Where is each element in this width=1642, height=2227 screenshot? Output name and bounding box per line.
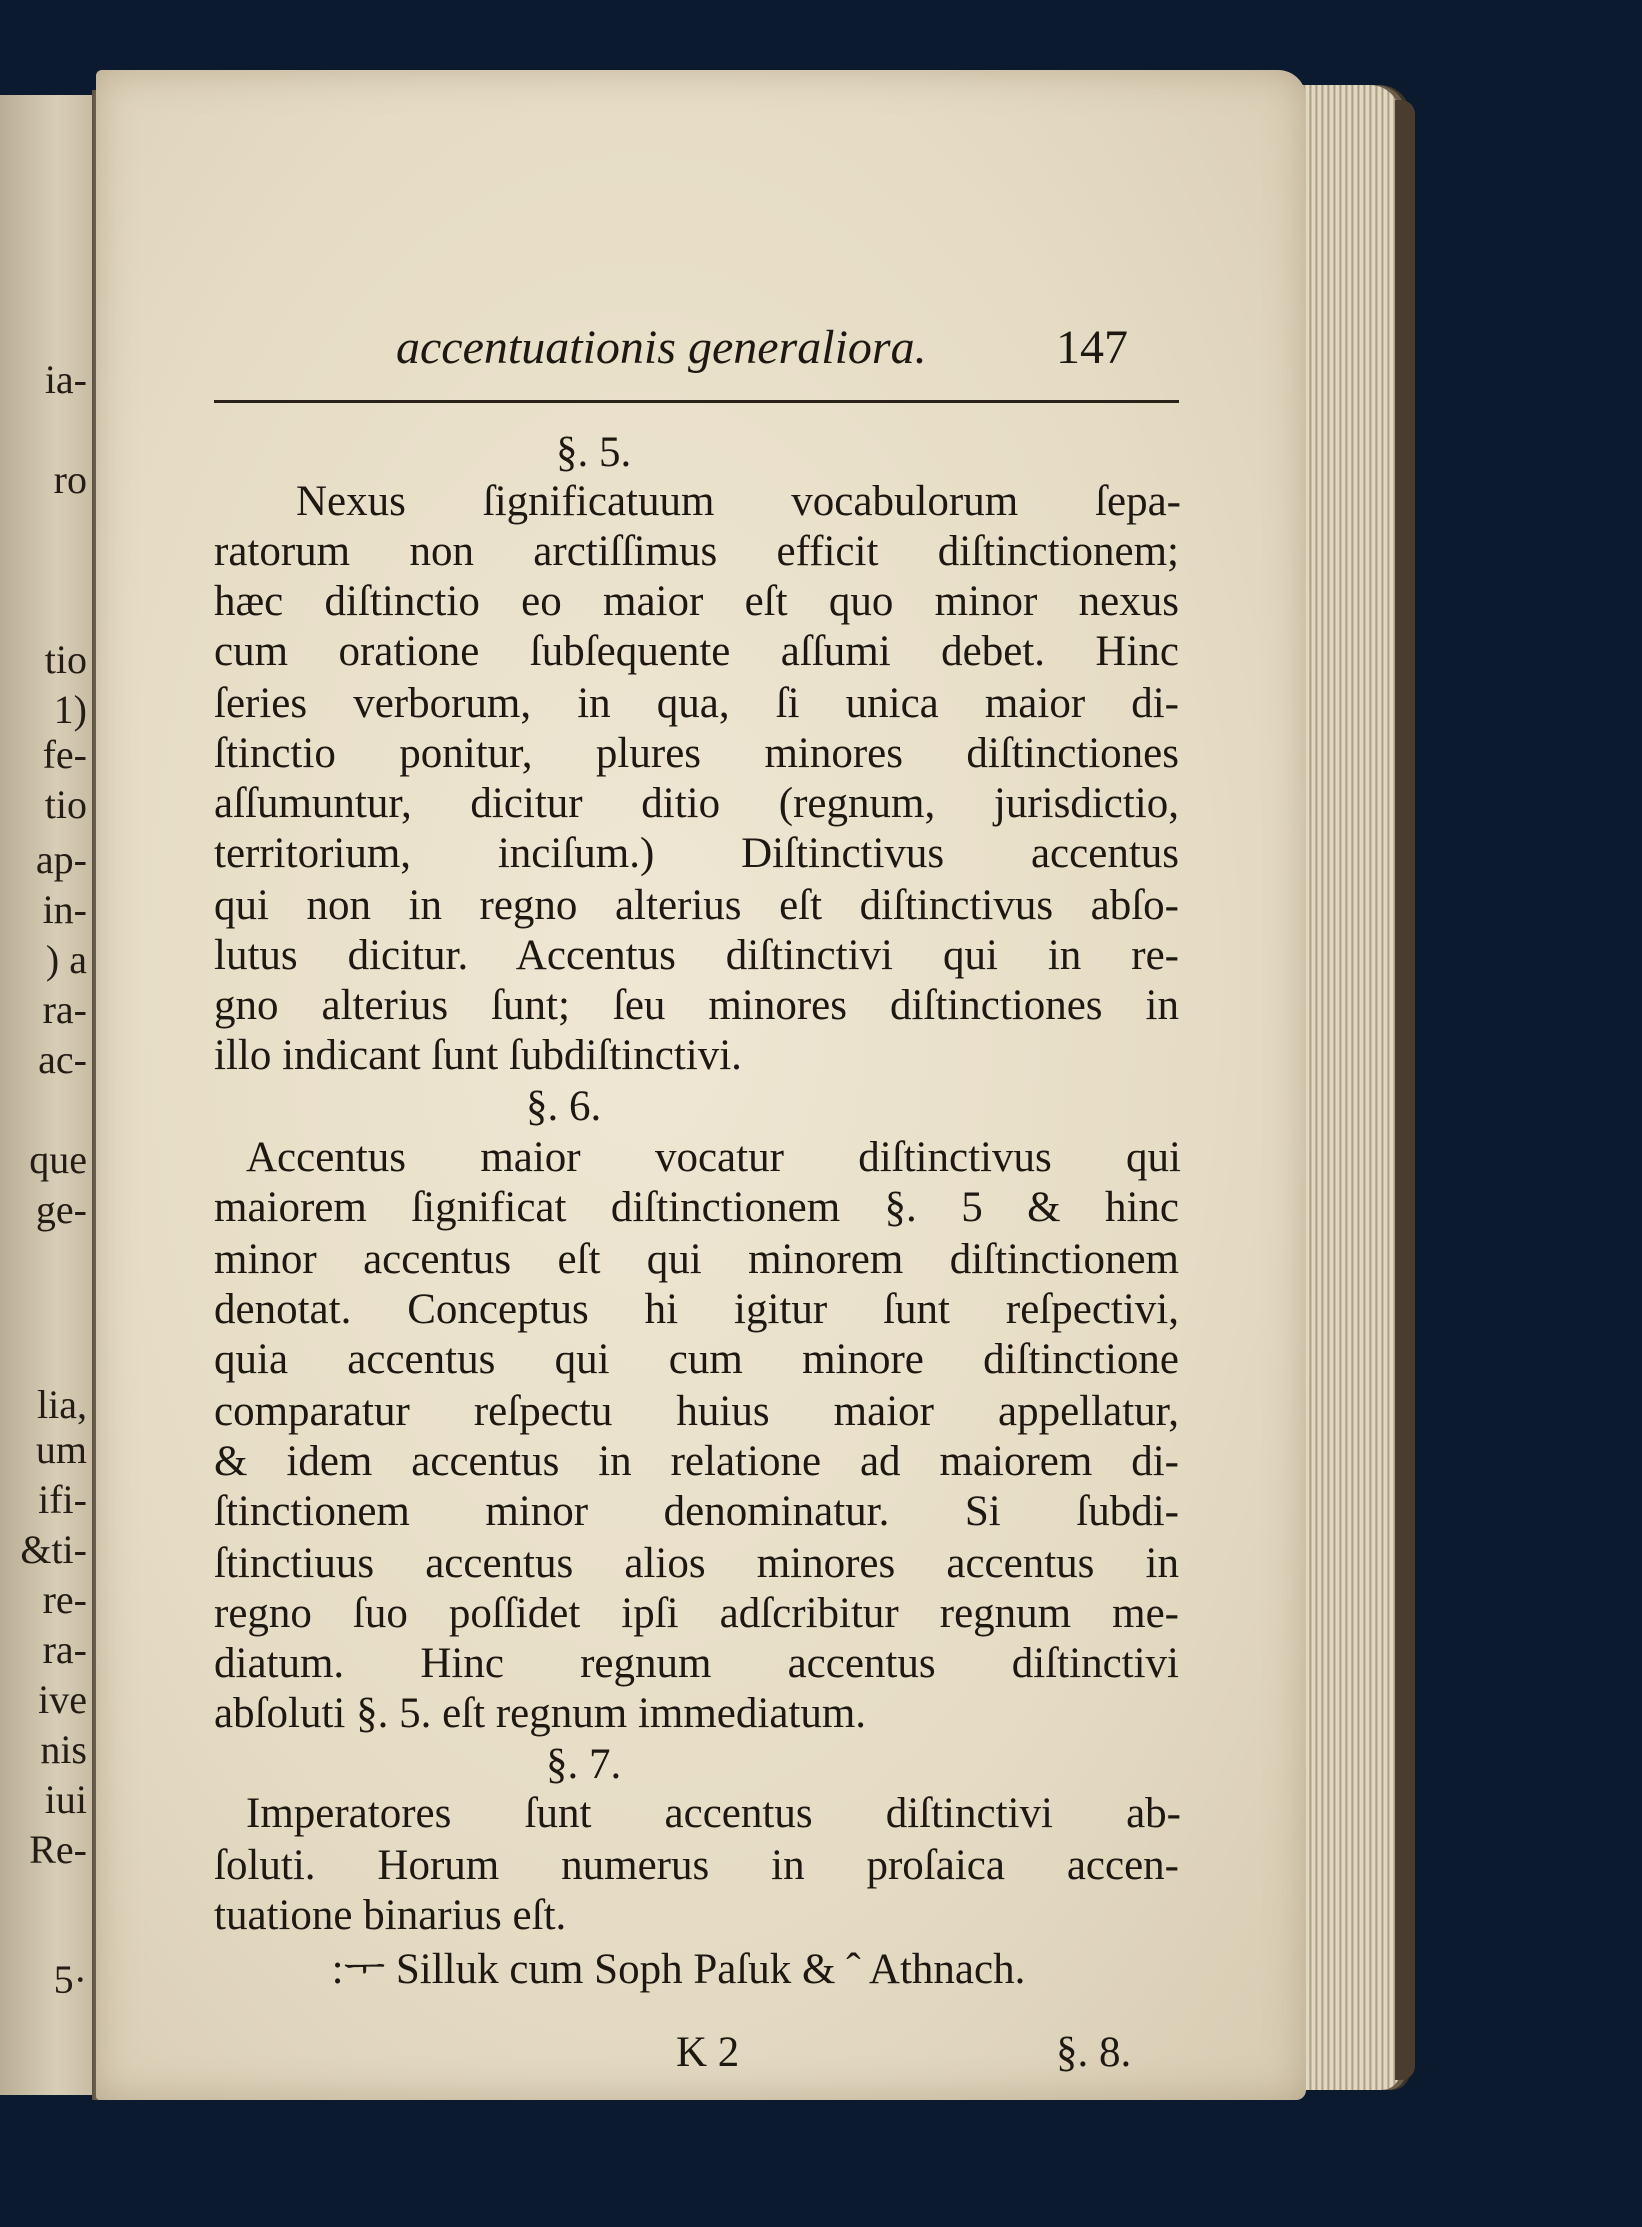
- facing-page-fragment: fe-: [42, 732, 87, 777]
- book-page: [96, 70, 1306, 2100]
- facing-page-fragment: tio: [44, 637, 87, 682]
- facing-page-fragment: tio: [44, 782, 87, 827]
- book-cover-edge: [1395, 100, 1415, 2080]
- text-line: denotat. Conceptus hi igitur ſunt reſpectivi,: [214, 1286, 1179, 1333]
- facing-page-fragment: lia,: [37, 1382, 87, 1427]
- text-line: cum oratione ſubſequente aſſumi debet. Hinc: [214, 628, 1179, 675]
- facing-page-fragment: 1): [53, 687, 87, 732]
- facing-page-fragment: ap-: [35, 837, 87, 882]
- facing-page-fragment: ge-: [35, 1187, 87, 1232]
- facing-page-fragment: ro: [53, 457, 87, 502]
- text-line: gno alterius ſunt; ſeu minores diſtinctiones in: [214, 982, 1179, 1029]
- signature-mark: K 2: [676, 2029, 740, 2076]
- facing-page-fragment: que: [29, 1137, 87, 1182]
- facing-page-fragment: iui: [44, 1777, 87, 1822]
- facing-page-fragment: &ti-: [20, 1527, 87, 1572]
- text-line: quia accentus qui cum minore diſtinctione: [214, 1336, 1179, 1383]
- text-line: ſtinctiuus accentus alios minores accentus in: [214, 1540, 1179, 1587]
- section-6-mark: §. 6.: [526, 1083, 602, 1130]
- facing-page-fragment: re-: [42, 1577, 87, 1622]
- text-line: abſoluti §. 5. eſt regnum immediatum.: [214, 1690, 867, 1737]
- facing-page-fragment: Re-: [29, 1827, 87, 1872]
- section-5-mark: §. 5.: [556, 429, 632, 476]
- facing-page-fragment: ac-: [38, 1037, 87, 1082]
- text-line: tuatione binarius eſt.: [214, 1892, 567, 1939]
- text-line: comparatur reſpectu huius maior appellatur,: [214, 1388, 1179, 1435]
- text-line: qui non in regno alterius eſt diſtinctivus abſo-: [214, 882, 1179, 929]
- text-line: hæc diſtinctio eo maior eſt quo minor nexus: [214, 578, 1179, 625]
- page-number: 147: [1056, 321, 1128, 374]
- text-line: ſeries verborum, in qua, ſi unica maior di-: [214, 680, 1179, 727]
- text-line: ſoluti. Horum numerus in proſaica accen-: [214, 1842, 1179, 1889]
- facing-page-edge: [0, 95, 98, 2095]
- text-line: & idem accentus in relatione ad maiorem di-: [214, 1438, 1179, 1485]
- facing-page-fragment: in-: [42, 887, 87, 932]
- facing-page-fragment: ra-: [42, 987, 87, 1032]
- text-line: Nexus ſignificatuum vocabulorum ſepa-: [296, 478, 1181, 525]
- text-line: Accentus maior vocatur diſtinctivus qui: [246, 1134, 1181, 1181]
- text-line: ratorum non arctiſſimus efficit diſtinctionem;: [214, 528, 1179, 575]
- text-line: ſtinctio ponitur, plures minores diſtinctiones: [214, 730, 1179, 777]
- facing-page-fragment: ) a: [45, 937, 87, 982]
- section-7-mark: §. 7.: [546, 1741, 622, 1788]
- facing-page-fragment: ive: [38, 1677, 87, 1722]
- facing-page-fragment: 5·: [53, 1957, 87, 2002]
- text-line: Imperatores ſunt accentus diſtinctivi ab-: [246, 1790, 1181, 1837]
- facing-page-fragment: ia-: [44, 357, 87, 402]
- text-line: :ᅮ Silluk cum Soph Paſuk & ˆ Athnach.: [331, 1946, 1026, 1993]
- text-line: regno ſuo poſſidet ipſi adſcribitur regnum me-: [214, 1590, 1179, 1637]
- text-line: illo indicant ſunt ſubdiſtinctivi.: [214, 1032, 742, 1079]
- text-line: diatum. Hinc regnum accentus diſtinctivi: [214, 1640, 1179, 1687]
- text-line: ſtinctionem minor denominatur. Si ſubdi-: [214, 1488, 1179, 1535]
- text-line: minor accentus eſt qui minorem diſtinctionem: [214, 1236, 1179, 1283]
- text-line: aſſumuntur, dicitur ditio (regnum, jurisdictio,: [214, 780, 1179, 827]
- facing-page-fragment: um: [35, 1427, 87, 1472]
- header-rule: [214, 400, 1179, 403]
- facing-page-fragment: nis: [40, 1727, 87, 1772]
- facing-page-fragment: ra-: [42, 1627, 87, 1672]
- running-head: accentuationis generaliora.: [396, 321, 927, 374]
- text-line: territorium, inciſum.) Diſtinctivus accentus: [214, 830, 1179, 877]
- catchword: §. 8.: [1056, 2029, 1132, 2076]
- text-line: lutus dicitur. Accentus diſtinctivi qui in re-: [214, 932, 1179, 979]
- text-line: maiorem ſignificat diſtinctionem §. 5 & hinc: [214, 1184, 1179, 1231]
- facing-page-fragment: ifi-: [38, 1477, 87, 1522]
